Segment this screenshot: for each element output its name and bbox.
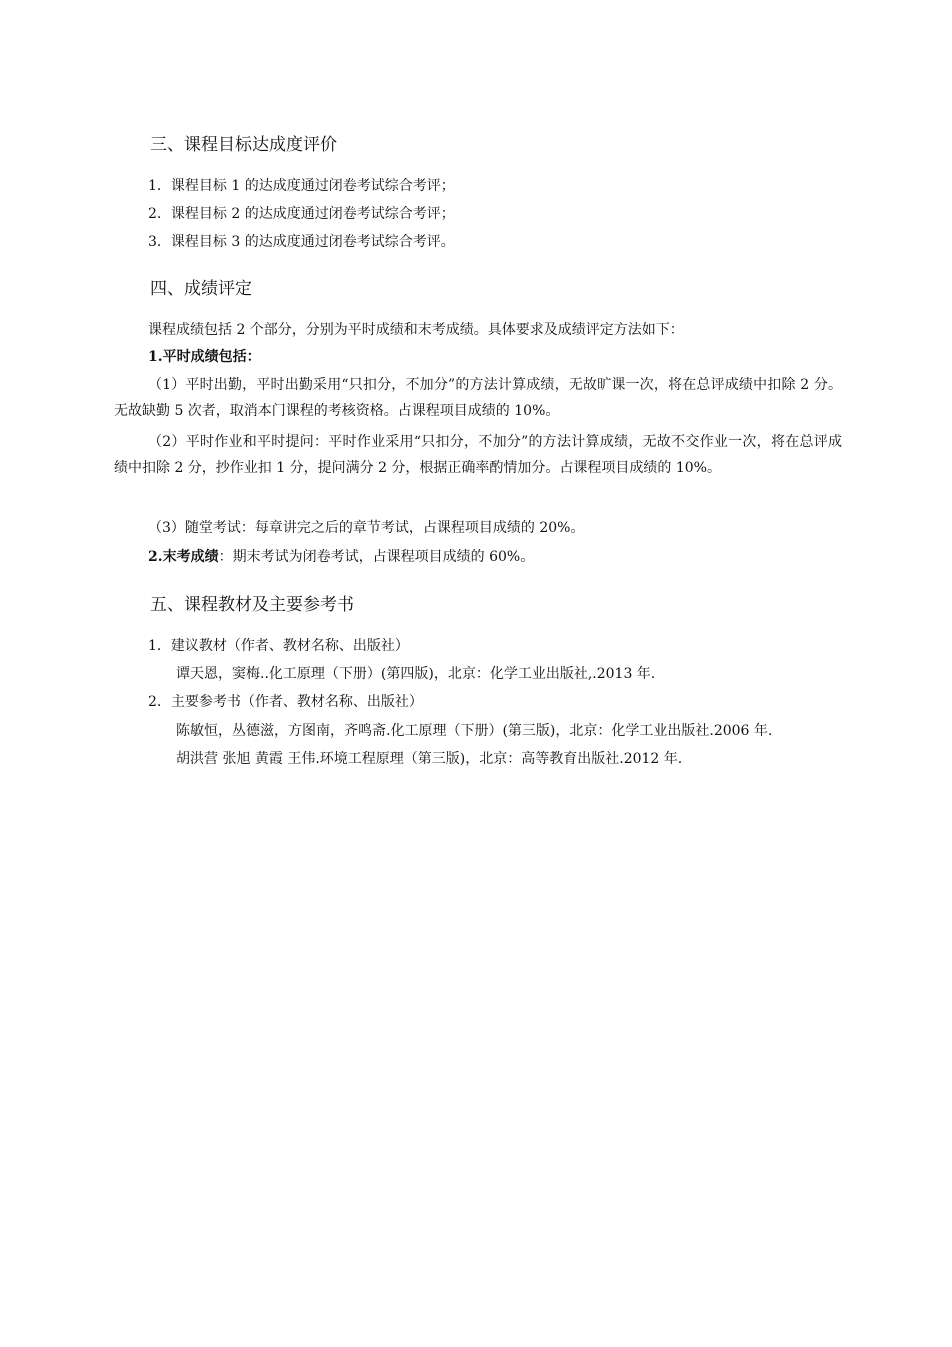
final-exam-subheading: 2.末考成绩 xyxy=(148,549,219,565)
textbook-reference: 谭天恩，窦梅..化工原理（下册）(第四版)，北京：化学工业出版社,.2013 年. xyxy=(176,666,656,682)
textbook-item: 1．建议教材（作者、教材名称、出版社） xyxy=(148,638,409,654)
attendance-paragraph: （1）平时出勤，平时出勤采用“只扣分，不加分”的方法计算成绩，无故旷课一次，将在总评成绩中扣除 2 分。无故缺勤 5 次者，取消本门课程的考核资格。占课程项目成绩的 10%。 xyxy=(114,377,842,419)
section5-heading: 五、课程教材及主要参考书 xyxy=(150,595,354,615)
section3-item-3: 3．课程目标 3 的达成度通过闭卷考试综合考评。 xyxy=(148,234,455,250)
section4-heading: 四、成绩评定 xyxy=(150,279,252,299)
section3-heading: 三、课程目标达成度评价 xyxy=(150,135,337,155)
quiz-paragraph: （3）随堂考试：每章讲完之后的章节考试，占课程项目成绩的 20%。 xyxy=(148,520,585,536)
final-exam-text: ：期末考试为闭卷考试，占课程项目成绩的 60%。 xyxy=(218,549,535,565)
section4-intro: 课程成绩包括 2 个部分，分别为平时成绩和末考成绩。具体要求及成绩评定方法如下： xyxy=(148,322,684,338)
reference-book-2: 胡洪营 张旭 黄霞 王伟.环境工程原理（第三版)，北京：高等教育出版社.2012 年. xyxy=(176,751,683,767)
section3-item-2: 2．课程目标 2 的达成度通过闭卷考试综合考评； xyxy=(148,206,455,222)
final-exam-line xyxy=(148,547,534,567)
section3-item-1: 1．课程目标 1 的达成度通过闭卷考试综合考评； xyxy=(148,178,455,194)
homework-paragraph: （2）平时作业和平时提问：平时作业采用“只扣分，不加分”的方法计算成绩，无故不交作业一次，将在总评成绩中扣除 2 分，抄作业扣 1 分，提问满分 2 分，根据正确率酌情加分。占课程项目成绩的 10%。 xyxy=(114,434,842,476)
usual-grade-subheading: 1.平时成绩包括： xyxy=(148,349,261,365)
reference-book-1: 陈敏恒，丛德滋，方图南，齐鸣斋.化工原理（下册）(第三版)，北京：化学工业出版社.2006 年. xyxy=(176,723,773,739)
reference-books-item: 2．主要参考书（作者、教材名称、出版社） xyxy=(148,694,423,710)
